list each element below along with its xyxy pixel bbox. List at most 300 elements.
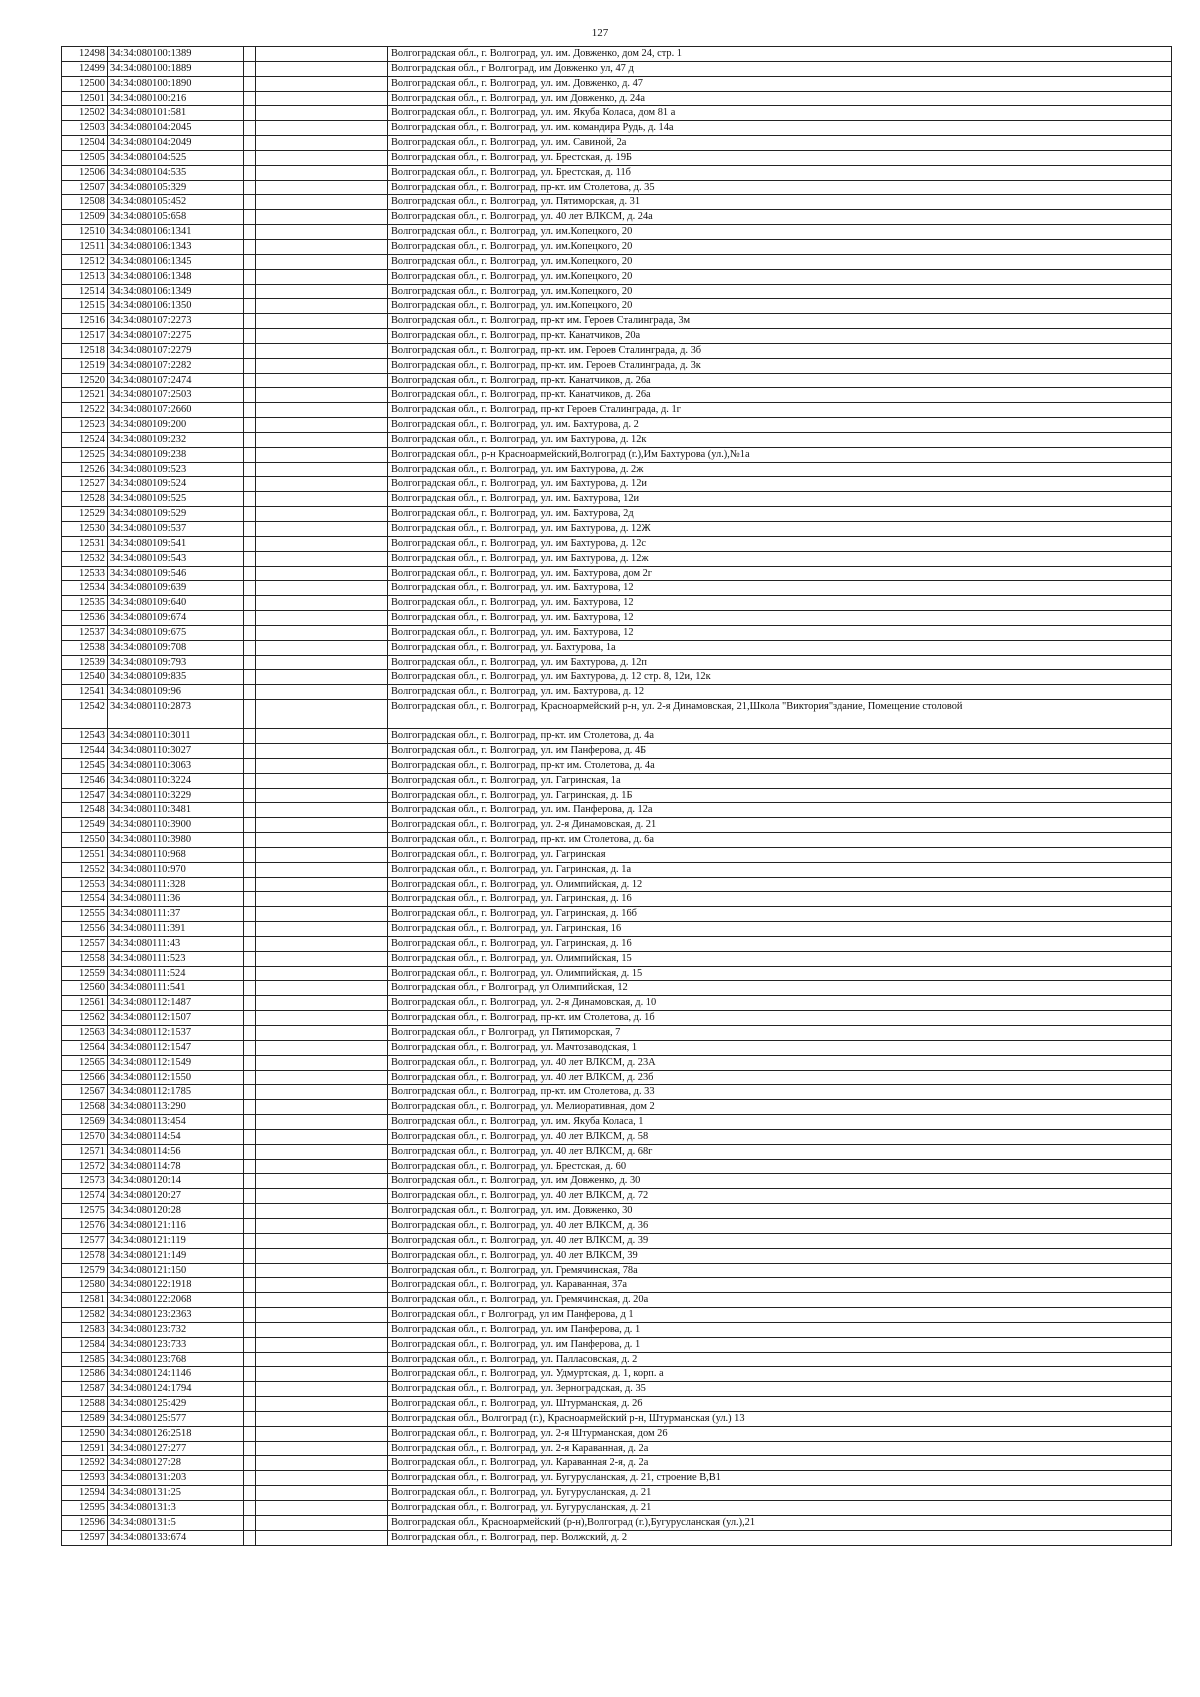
- cadastral-number: 34:34:080131:5: [108, 1515, 244, 1530]
- cadastral-number: 34:34:080104:2045: [108, 121, 244, 136]
- table-row: [62, 1159, 1172, 1174]
- empty-cell: [244, 1218, 256, 1233]
- row-number: 12575: [62, 1204, 108, 1219]
- empty-cell: [256, 1248, 388, 1263]
- cadastral-number: 34:34:080121:119: [108, 1233, 244, 1248]
- empty-cell: [256, 1308, 388, 1323]
- row-number: 12508: [62, 195, 108, 210]
- empty-cell: [244, 447, 256, 462]
- empty-cell: [256, 1233, 388, 1248]
- row-number: 12563: [62, 1026, 108, 1041]
- cadastral-number: 34:34:080109:674: [108, 611, 244, 626]
- cadastral-number: 34:34:080111:43: [108, 936, 244, 951]
- cadastral-number: 34:34:080114:78: [108, 1159, 244, 1174]
- address: Волгоградская обл., г. Волгоград, ул. 40 лет ВЛКСМ, д. 36: [388, 1218, 1172, 1233]
- table-row: [62, 818, 1172, 833]
- address: Волгоградская обл., г. Волгоград, ул. им. Панферова, д. 12а: [388, 803, 1172, 818]
- table-row: [62, 1278, 1172, 1293]
- empty-cell: [256, 685, 388, 700]
- cadastral-number: 34:34:080120:28: [108, 1204, 244, 1219]
- empty-cell: [256, 773, 388, 788]
- cadastral-number: 34:34:080106:1345: [108, 254, 244, 269]
- row-number: 12524: [62, 432, 108, 447]
- empty-cell: [256, 1040, 388, 1055]
- row-number: 12587: [62, 1382, 108, 1397]
- empty-cell: [256, 862, 388, 877]
- empty-cell: [256, 1426, 388, 1441]
- empty-cell: [244, 522, 256, 537]
- address: Волгоградская обл., г. Волгоград, ул. им. Бахтурова, 12: [388, 581, 1172, 596]
- empty-cell: [256, 551, 388, 566]
- address: Волгоградская обл., г. Волгоград, пр-кт им. Героев Сталинграда, 3м: [388, 314, 1172, 329]
- empty-cell: [244, 91, 256, 106]
- empty-cell: [256, 1159, 388, 1174]
- address: Волгоградская обл., г. Волгоград, ул. им.Копецкого, 20: [388, 239, 1172, 254]
- row-number: 12499: [62, 61, 108, 76]
- address: Волгоградская обл., г. Волгоград, пр-кт. Канатчиков, 20а: [388, 329, 1172, 344]
- empty-cell: [244, 1129, 256, 1144]
- empty-cell: [256, 1441, 388, 1456]
- table-row: [62, 1115, 1172, 1130]
- empty-cell: [256, 907, 388, 922]
- cadastral-number: 34:34:080109:524: [108, 477, 244, 492]
- table-row: [62, 195, 1172, 210]
- table-row: [62, 551, 1172, 566]
- table-row: [62, 388, 1172, 403]
- empty-cell: [256, 1204, 388, 1219]
- empty-cell: [244, 951, 256, 966]
- table-row: [62, 1337, 1172, 1352]
- table-row: [62, 877, 1172, 892]
- empty-cell: [244, 758, 256, 773]
- empty-cell: [256, 1367, 388, 1382]
- row-number: 12518: [62, 343, 108, 358]
- empty-cell: [244, 1337, 256, 1352]
- table-row: [62, 700, 1172, 729]
- row-number: 12532: [62, 551, 108, 566]
- row-number: 12557: [62, 936, 108, 951]
- empty-cell: [256, 388, 388, 403]
- empty-cell: [256, 670, 388, 685]
- empty-cell: [256, 640, 388, 655]
- address: Волгоградская обл., г. Волгоград, пр-кт. им. Героев Сталинграда, д. 3б: [388, 343, 1172, 358]
- table-row: [62, 1367, 1172, 1382]
- address: Волгоградская обл., г. Волгоград, ул. Брестская, д. 19Б: [388, 150, 1172, 165]
- row-number: 12537: [62, 625, 108, 640]
- address: Волгоградская обл., Волгоград (г.), Красноармейский р-н, Штурманская (ул.) 13: [388, 1411, 1172, 1426]
- table-row: [62, 1189, 1172, 1204]
- address: Волгоградская обл., г. Волгоград, ул. им Бахтурова, д. 12ж: [388, 551, 1172, 566]
- empty-cell: [256, 1337, 388, 1352]
- row-number: 12501: [62, 91, 108, 106]
- row-number: 12513: [62, 269, 108, 284]
- empty-cell: [244, 1055, 256, 1070]
- address: Волгоградская обл., г. Волгоград, ул. им. Бахтурова, дом 2г: [388, 566, 1172, 581]
- table-row: [62, 1263, 1172, 1278]
- empty-cell: [244, 358, 256, 373]
- cadastral-number: 34:34:080109:238: [108, 447, 244, 462]
- address: Волгоградская обл., г. Волгоград, ул. Гагринская, д. 1а: [388, 862, 1172, 877]
- address: Волгоградская обл., г. Волгоград, ул. Гагринская, д. 16: [388, 936, 1172, 951]
- row-number: 12519: [62, 358, 108, 373]
- empty-cell: [256, 566, 388, 581]
- row-number: 12505: [62, 150, 108, 165]
- row-number: 12574: [62, 1189, 108, 1204]
- address: Волгоградская обл., г. Волгоград, ул. им. Довженко, дом 24, стр. 1: [388, 47, 1172, 62]
- row-number: 12528: [62, 492, 108, 507]
- address: Волгоградская обл., г. Волгоград, ул. им. Бахтурова, 12: [388, 625, 1172, 640]
- table-row: [62, 1441, 1172, 1456]
- empty-cell: [256, 1129, 388, 1144]
- cadastral-number: 34:34:080114:56: [108, 1144, 244, 1159]
- address: Волгоградская обл., г. Волгоград, ул. им Бахтурова, д. 12к: [388, 432, 1172, 447]
- table-row: [62, 225, 1172, 240]
- empty-cell: [256, 981, 388, 996]
- cadastral-number: 34:34:080110:968: [108, 847, 244, 862]
- row-number: 12522: [62, 403, 108, 418]
- empty-cell: [244, 180, 256, 195]
- row-number: 12578: [62, 1248, 108, 1263]
- empty-cell: [244, 685, 256, 700]
- row-number: 12570: [62, 1129, 108, 1144]
- cadastral-number: 34:34:080111:391: [108, 922, 244, 937]
- empty-cell: [244, 1486, 256, 1501]
- table-row: [62, 536, 1172, 551]
- empty-cell: [256, 210, 388, 225]
- cadastral-number: 34:34:080131:3: [108, 1501, 244, 1516]
- address: Волгоградская обл., г. Волгоград, ул. 40 лет ВЛКСМ, д. 23А: [388, 1055, 1172, 1070]
- cadastral-number: 34:34:080111:541: [108, 981, 244, 996]
- cadastral-number: 34:34:080100:1889: [108, 61, 244, 76]
- row-number: 12538: [62, 640, 108, 655]
- row-number: 12503: [62, 121, 108, 136]
- empty-cell: [256, 788, 388, 803]
- cadastral-number: 34:34:080112:1549: [108, 1055, 244, 1070]
- row-number: 12597: [62, 1530, 108, 1545]
- empty-cell: [244, 729, 256, 744]
- empty-cell: [244, 1263, 256, 1278]
- row-number: 12529: [62, 507, 108, 522]
- empty-cell: [244, 1308, 256, 1323]
- empty-cell: [256, 507, 388, 522]
- table-row: [62, 581, 1172, 596]
- address: Волгоградская обл., г. Волгоград, ул. Гремячинская, д. 20а: [388, 1293, 1172, 1308]
- table-row: [62, 1011, 1172, 1026]
- cadastral-number: 34:34:080110:3011: [108, 729, 244, 744]
- row-number: 12566: [62, 1070, 108, 1085]
- empty-cell: [256, 536, 388, 551]
- address: Волгоградская обл., г. Волгоград, пр-кт. Канатчиков, д. 26а: [388, 388, 1172, 403]
- empty-cell: [256, 1293, 388, 1308]
- empty-cell: [244, 1204, 256, 1219]
- row-number: 12546: [62, 773, 108, 788]
- empty-cell: [256, 1055, 388, 1070]
- empty-cell: [244, 877, 256, 892]
- empty-cell: [256, 1486, 388, 1501]
- table-row: [62, 106, 1172, 121]
- table-row: [62, 1308, 1172, 1323]
- empty-cell: [244, 239, 256, 254]
- row-number: 12545: [62, 758, 108, 773]
- table-row: [62, 91, 1172, 106]
- empty-cell: [256, 1411, 388, 1426]
- cadastral-number: 34:34:080107:2279: [108, 343, 244, 358]
- row-number: 12568: [62, 1100, 108, 1115]
- empty-cell: [244, 1426, 256, 1441]
- empty-cell: [256, 462, 388, 477]
- empty-cell: [256, 343, 388, 358]
- row-number: 12562: [62, 1011, 108, 1026]
- table-row: [62, 1174, 1172, 1189]
- table-row: [62, 1026, 1172, 1041]
- empty-cell: [256, 1382, 388, 1397]
- empty-cell: [256, 892, 388, 907]
- table-row: [62, 1322, 1172, 1337]
- cadastral-number: 34:34:080111:523: [108, 951, 244, 966]
- cadastral-number: 34:34:080107:2282: [108, 358, 244, 373]
- address: Волгоградская обл., р-н Красноармейский,Волгоград (г.),Им Бахтурова (ул.),№1а: [388, 447, 1172, 462]
- row-number: 12500: [62, 76, 108, 91]
- cadastral-number: 34:34:080109:835: [108, 670, 244, 685]
- row-number: 12590: [62, 1426, 108, 1441]
- row-number: 12551: [62, 847, 108, 862]
- address: Волгоградская обл., г. Волгоград, ул. Палласовская, д. 2: [388, 1352, 1172, 1367]
- row-number: 12595: [62, 1501, 108, 1516]
- empty-cell: [244, 47, 256, 62]
- empty-cell: [256, 373, 388, 388]
- empty-cell: [244, 121, 256, 136]
- address: Волгоградская обл., г. Волгоград, ул. 40 лет ВЛКСМ, д. 39: [388, 1233, 1172, 1248]
- empty-cell: [244, 418, 256, 433]
- empty-cell: [256, 254, 388, 269]
- table-row: [62, 239, 1172, 254]
- empty-cell: [256, 833, 388, 848]
- cadastral-number: 34:34:080112:1507: [108, 1011, 244, 1026]
- address: Волгоградская обл., г. Волгоград, пр-кт. Канатчиков, д. 26а: [388, 373, 1172, 388]
- empty-cell: [244, 670, 256, 685]
- table-row: [62, 625, 1172, 640]
- table-row: [62, 254, 1172, 269]
- empty-cell: [256, 996, 388, 1011]
- row-number: 12561: [62, 996, 108, 1011]
- cadastral-number: 34:34:080107:2474: [108, 373, 244, 388]
- empty-cell: [244, 1233, 256, 1248]
- empty-cell: [244, 536, 256, 551]
- address: Волгоградская обл., г. Волгоград, ул. им. Бахтурова, д. 12: [388, 685, 1172, 700]
- address: Волгоградская обл., г. Волгоград, пр-кт Героев Сталинграда, д. 1г: [388, 403, 1172, 418]
- cadastral-number: 34:34:080100:1389: [108, 47, 244, 62]
- empty-cell: [256, 1144, 388, 1159]
- empty-cell: [256, 1501, 388, 1516]
- empty-cell: [244, 551, 256, 566]
- empty-cell: [244, 1011, 256, 1026]
- empty-cell: [256, 936, 388, 951]
- empty-cell: [256, 1115, 388, 1130]
- empty-cell: [256, 611, 388, 626]
- address: Волгоградская обл., г. Волгоград, ул. им.Копецкого, 20: [388, 225, 1172, 240]
- empty-cell: [256, 877, 388, 892]
- empty-cell: [244, 862, 256, 877]
- empty-cell: [256, 1026, 388, 1041]
- address: Волгоградская обл., г Волгоград, ул им Панферова, д 1: [388, 1308, 1172, 1323]
- address: Волгоградская обл., г. Волгоград, ул. им Довженко, д. 30: [388, 1174, 1172, 1189]
- empty-cell: [244, 106, 256, 121]
- empty-cell: [244, 1100, 256, 1115]
- address: Волгоградская обл., г. Волгоград, ул. 2-я Штурманская, дом 26: [388, 1426, 1172, 1441]
- empty-cell: [244, 1189, 256, 1204]
- table-row: [62, 981, 1172, 996]
- empty-cell: [244, 1441, 256, 1456]
- row-number: 12535: [62, 596, 108, 611]
- table-row: [62, 1248, 1172, 1263]
- row-number: 12526: [62, 462, 108, 477]
- row-number: 12516: [62, 314, 108, 329]
- cadastral-number: 34:34:080109:541: [108, 536, 244, 551]
- row-number: 12523: [62, 418, 108, 433]
- cadastral-number: 34:34:080113:290: [108, 1100, 244, 1115]
- row-number: 12591: [62, 1441, 108, 1456]
- row-number: 12540: [62, 670, 108, 685]
- empty-cell: [256, 447, 388, 462]
- cadastral-number: 34:34:080110:3481: [108, 803, 244, 818]
- cadastral-number: 34:34:080110:3224: [108, 773, 244, 788]
- cadastral-number: 34:34:080121:116: [108, 1218, 244, 1233]
- table-row: [62, 1070, 1172, 1085]
- empty-cell: [256, 180, 388, 195]
- table-row: [62, 447, 1172, 462]
- table-row: [62, 1382, 1172, 1397]
- cadastral-number: 34:34:080114:54: [108, 1129, 244, 1144]
- empty-cell: [256, 329, 388, 344]
- cadastral-number: 34:34:080106:1348: [108, 269, 244, 284]
- cadastral-number: 34:34:080104:2049: [108, 136, 244, 151]
- row-number: 12507: [62, 180, 108, 195]
- empty-cell: [244, 150, 256, 165]
- row-number: 12569: [62, 1115, 108, 1130]
- cadastral-number: 34:34:080104:535: [108, 165, 244, 180]
- empty-cell: [244, 165, 256, 180]
- address: Волгоградская обл., г. Волгоград, ул. им. Бахтурова, 2д: [388, 507, 1172, 522]
- table-row: [62, 522, 1172, 537]
- empty-cell: [256, 150, 388, 165]
- cadastral-number: 34:34:080113:454: [108, 1115, 244, 1130]
- empty-cell: [256, 729, 388, 744]
- table-row: [62, 996, 1172, 1011]
- table-row: [62, 743, 1172, 758]
- table-row: [62, 833, 1172, 848]
- cadastral-number: 34:34:080111:328: [108, 877, 244, 892]
- empty-cell: [256, 951, 388, 966]
- row-number: 12554: [62, 892, 108, 907]
- table-row: [62, 358, 1172, 373]
- empty-cell: [244, 1070, 256, 1085]
- empty-cell: [244, 788, 256, 803]
- cadastral-number: 34:34:080123:732: [108, 1322, 244, 1337]
- empty-cell: [256, 106, 388, 121]
- address: Волгоградская обл., г. Волгоград, пр-кт. им Столетова, д. 6а: [388, 833, 1172, 848]
- address: Волгоградская обл., г. Волгоград, ул. Мелиоративная, дом 2: [388, 1100, 1172, 1115]
- cadastral-number: 34:34:080101:581: [108, 106, 244, 121]
- empty-cell: [244, 210, 256, 225]
- empty-cell: [244, 195, 256, 210]
- table-row: [62, 788, 1172, 803]
- table-row: [62, 121, 1172, 136]
- empty-cell: [244, 76, 256, 91]
- table-row: [62, 1100, 1172, 1115]
- cadastral-number: 34:34:080131:203: [108, 1471, 244, 1486]
- cadastral-number: 34:34:080112:1547: [108, 1040, 244, 1055]
- address: Волгоградская обл., г. Волгоград, ул. им. Якуба Коласа, 1: [388, 1115, 1172, 1130]
- cadastral-number: 34:34:080105:658: [108, 210, 244, 225]
- cadastral-number: 34:34:080110:3229: [108, 788, 244, 803]
- row-number: 12530: [62, 522, 108, 537]
- row-number: 12594: [62, 1486, 108, 1501]
- empty-cell: [256, 1100, 388, 1115]
- row-number: 12576: [62, 1218, 108, 1233]
- empty-cell: [256, 1530, 388, 1545]
- cadastral-number: 34:34:080111:524: [108, 966, 244, 981]
- row-number: 12555: [62, 907, 108, 922]
- table-row: [62, 596, 1172, 611]
- cadastral-number: 34:34:080105:329: [108, 180, 244, 195]
- cadastral-number: 34:34:080131:25: [108, 1486, 244, 1501]
- empty-cell: [256, 922, 388, 937]
- row-number: 12593: [62, 1471, 108, 1486]
- row-number: 12553: [62, 877, 108, 892]
- table-row: [62, 492, 1172, 507]
- address: Волгоградская обл., г. Волгоград, ул. Гагринская, 1а: [388, 773, 1172, 788]
- empty-cell: [244, 640, 256, 655]
- table-row: [62, 907, 1172, 922]
- cadastral-number: 34:34:080123:768: [108, 1352, 244, 1367]
- empty-cell: [244, 1352, 256, 1367]
- address: Волгоградская обл., г. Волгоград, ул. 40 лет ВЛКСМ, д. 23б: [388, 1070, 1172, 1085]
- address: Волгоградская обл., г. Волгоград, ул. Гагринская, 16: [388, 922, 1172, 937]
- empty-cell: [244, 1456, 256, 1471]
- empty-cell: [244, 492, 256, 507]
- empty-cell: [244, 61, 256, 76]
- table-row: [62, 847, 1172, 862]
- table-row: [62, 432, 1172, 447]
- empty-cell: [256, 269, 388, 284]
- empty-cell: [256, 61, 388, 76]
- cadastral-number: 34:34:080112:1785: [108, 1085, 244, 1100]
- cadastral-number: 34:34:080106:1349: [108, 284, 244, 299]
- empty-cell: [244, 1248, 256, 1263]
- address: Волгоградская обл., г. Волгоград, ул. Бугурусланская, д. 21, строение В,В1: [388, 1471, 1172, 1486]
- table-row: [62, 314, 1172, 329]
- table-row: [62, 1293, 1172, 1308]
- cadastral-number: 34:34:080112:1550: [108, 1070, 244, 1085]
- empty-cell: [256, 1174, 388, 1189]
- table-row: [62, 150, 1172, 165]
- row-number: 12539: [62, 655, 108, 670]
- table-row: [62, 165, 1172, 180]
- address: Волгоградская обл., г. Волгоград, Красноармейский р-н, ул. 2-я Динамовская, 21,Школа "Виктория"здание, Помещение столовой: [388, 700, 1172, 729]
- empty-cell: [256, 1263, 388, 1278]
- empty-cell: [256, 625, 388, 640]
- table-row: [62, 462, 1172, 477]
- address: Волгоградская обл., г. Волгоград, ул. Караванная, 37а: [388, 1278, 1172, 1293]
- empty-cell: [256, 700, 388, 729]
- row-number: 12558: [62, 951, 108, 966]
- address: Волгоградская обл., г. Волгоград, ул. Бугурусланская, д. 21: [388, 1501, 1172, 1516]
- cadastral-number: 34:34:080109:200: [108, 418, 244, 433]
- cadastral-number: 34:34:080127:28: [108, 1456, 244, 1471]
- address: Волгоградская обл., г. Волгоград, ул. им.Копецкого, 20: [388, 254, 1172, 269]
- address: Волгоградская обл., г. Волгоград, ул. 40 лет ВЛКСМ, д. 72: [388, 1189, 1172, 1204]
- empty-cell: [244, 225, 256, 240]
